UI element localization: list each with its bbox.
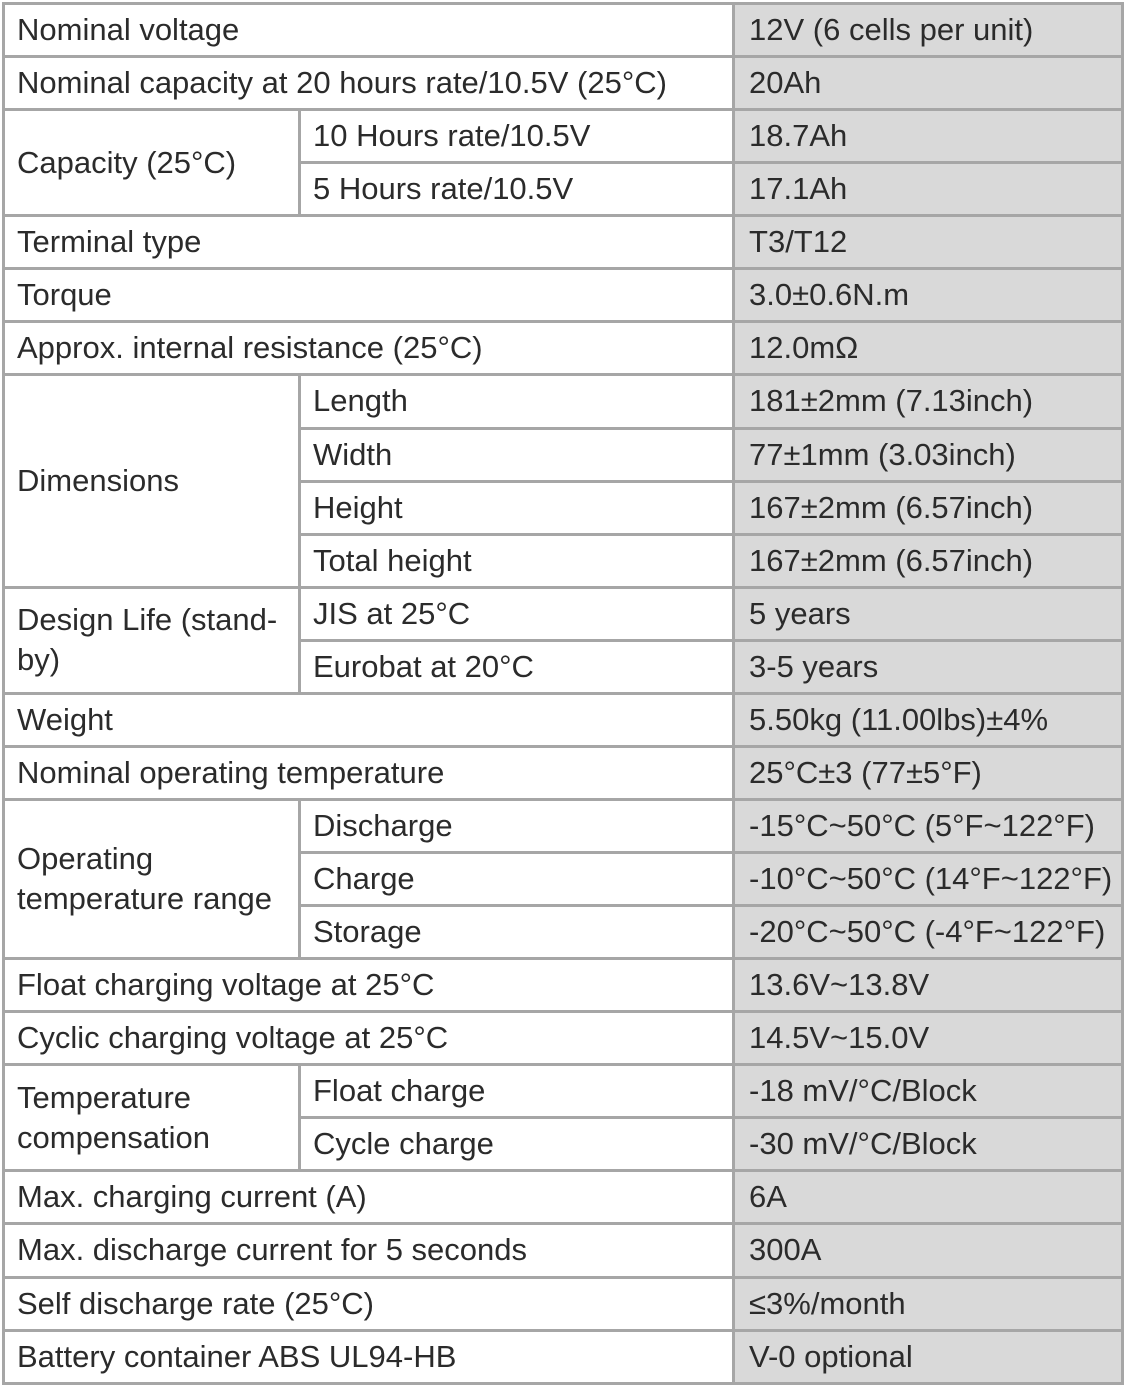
spec-sub-label: Float charge [300,1065,734,1118]
spec-label: Float charging voltage at 25°C [4,959,734,1012]
spec-value: 300A [734,1224,1123,1277]
table-row [4,110,1123,163]
table-row [4,4,1123,57]
spec-value: 167±2mm (6.57inch) [734,534,1123,587]
spec-sub-label: Total height [300,534,734,587]
table-row [4,1012,1123,1065]
spec-label: Max. charging current (A) [4,1171,734,1224]
spec-value: 167±2mm (6.57inch) [734,481,1123,534]
spec-sub-label: Storage [300,906,734,959]
table-row [4,1277,1123,1330]
spec-sub-label: Eurobat at 20°C [300,640,734,693]
spec-label: Nominal operating temperature [4,746,734,799]
spec-label: Cyclic charging voltage at 25°C [4,1012,734,1065]
spec-label: Weight [4,693,734,746]
spec-value: -30 mV/°C/Block [734,1118,1123,1171]
spec-sub-label: Discharge [300,799,734,852]
table-row [4,269,1123,322]
spec-sub-label: Width [300,428,734,481]
spec-value: -20°C~50°C (-4°F~122°F) [734,906,1123,959]
spec-value: 17.1Ah [734,163,1123,216]
spec-value: 18.7Ah [734,110,1123,163]
spec-sub-label: Length [300,375,734,428]
spec-group-label: Dimensions [4,375,300,587]
spec-label: Max. discharge current for 5 seconds [4,1224,734,1277]
spec-table-body [4,4,1123,1384]
spec-sub-label: Height [300,481,734,534]
spec-group-label: Capacity (25°C) [4,110,300,216]
table-row [4,375,1123,428]
spec-label: Nominal capacity at 20 hours rate/10.5V (25°C) [4,57,734,110]
spec-label: Battery container ABS UL94-HB [4,1330,734,1383]
table-row [4,1065,1123,1118]
spec-group-label: Operating temperature range [4,799,300,958]
spec-sub-label: 10 Hours rate/10.5V [300,110,734,163]
table-row [4,959,1123,1012]
spec-label: Nominal voltage [4,4,734,57]
table-row [4,799,1123,852]
spec-value: 6A [734,1171,1123,1224]
spec-sub-label: Charge [300,853,734,906]
spec-sub-label: JIS at 25°C [300,587,734,640]
table-row [4,746,1123,799]
table-row [4,1171,1123,1224]
spec-sub-label: Cycle charge [300,1118,734,1171]
spec-value: 3.0±0.6N.m [734,269,1123,322]
spec-group-label: Design Life (stand-by) [4,587,300,693]
spec-value: 77±1mm (3.03inch) [734,428,1123,481]
spec-label: Approx. internal resistance (25°C) [4,322,734,375]
spec-value: ≤3%/month [734,1277,1123,1330]
spec-value: 13.6V~13.8V [734,959,1123,1012]
spec-value: 181±2mm (7.13inch) [734,375,1123,428]
spec-value: -10°C~50°C (14°F~122°F) [734,853,1123,906]
spec-value: 3-5 years [734,640,1123,693]
spec-value: T3/T12 [734,216,1123,269]
spec-label: Self discharge rate (25°C) [4,1277,734,1330]
table-row [4,216,1123,269]
spec-value: 12.0mΩ [734,322,1123,375]
spec-label: Terminal type [4,216,734,269]
spec-value: 12V (6 cells per unit) [734,4,1123,57]
spec-value: 5 years [734,587,1123,640]
table-row [4,587,1123,640]
battery-spec-table [2,2,1124,1385]
spec-value: -18 mV/°C/Block [734,1065,1123,1118]
table-row [4,1224,1123,1277]
table-row [4,322,1123,375]
spec-value: V-0 optional [734,1330,1123,1383]
spec-value: -15°C~50°C (5°F~122°F) [734,799,1123,852]
spec-group-label: Temperature compensation [4,1065,300,1171]
table-row [4,693,1123,746]
spec-value: 25°C±3 (77±5°F) [734,746,1123,799]
spec-sub-label: 5 Hours rate/10.5V [300,163,734,216]
spec-value: 5.50kg (11.00lbs)±4% [734,693,1123,746]
spec-value: 14.5V~15.0V [734,1012,1123,1065]
spec-label: Torque [4,269,734,322]
table-row [4,57,1123,110]
table-row [4,1330,1123,1383]
spec-value: 20Ah [734,57,1123,110]
